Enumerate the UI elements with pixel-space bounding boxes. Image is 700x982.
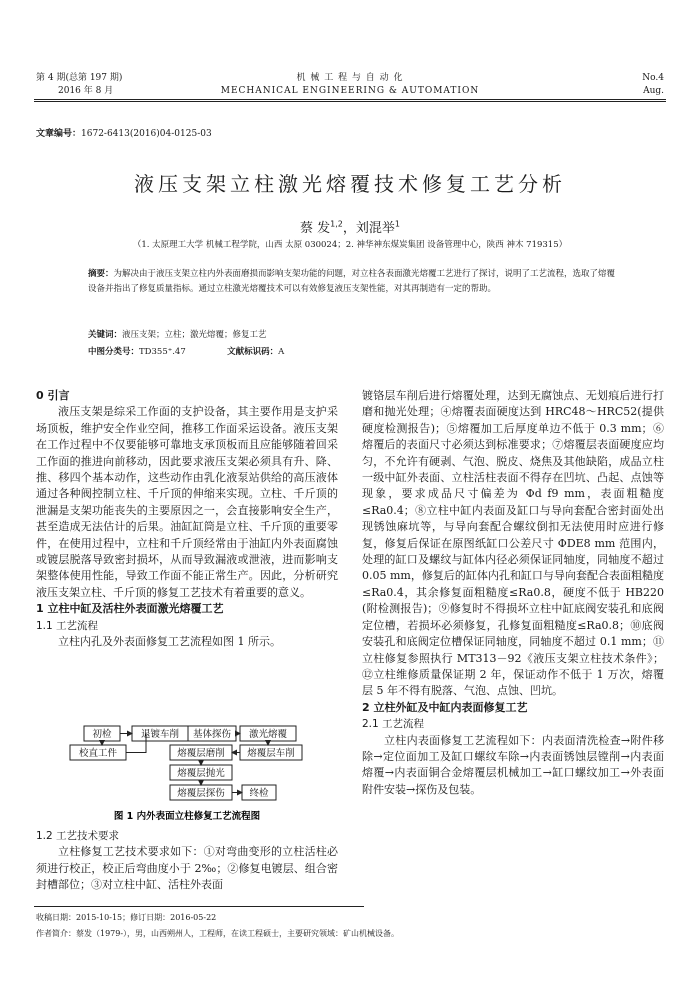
journal-number — [642, 72, 664, 98]
number-en: No.4 — [642, 73, 664, 83]
figure-1-flowchart — [36, 718, 338, 826]
section-2-1-text: 立柱内表面修复工艺流程如下：内表面清洗检查→附件移除→定位面加工及缸口螺纹车除→内表面锈蚀层镗削→内表面熔覆→内表面铜合金熔覆层机械加工→缸口螺纹加工→外表面附件安装→探伤及包装。 — [362, 733, 664, 796]
section-2-1-heading: 2.1 工艺流程 — [362, 718, 425, 731]
flow-label-straighten-workpiece: 校直工件 — [78, 748, 118, 759]
section-1-2-text: 立柱修复工艺技术要求如下：①对弯曲变形的立柱活柱必须进行校正，校正后弯曲度小于 2‰；②修复电镀层、组合密封槽部位；③对立柱中缸、活柱外表面 — [36, 845, 338, 892]
section-1-heading: 1 立柱中缸及活柱外表面激光熔覆工艺 — [36, 602, 224, 616]
author-1: 蔡 发 — [300, 221, 331, 236]
authors: 蔡 发$^{1,2}$，刘混举$^1$ — [300, 219, 400, 236]
header-rule — [34, 99, 666, 100]
right-column — [362, 388, 664, 798]
flow-label-cladding-turning: 熔覆层车削 — [247, 748, 295, 759]
section-1-2-heading: 1.2 工艺技术要求 — [36, 830, 120, 842]
section-1-1-heading: 1.1 工艺流程 — [36, 619, 99, 632]
header-rule-2 — [34, 101, 666, 102]
flow-label-laser-cladding: 激光熔覆 — [248, 729, 288, 740]
footnote-dates: 收稿日期：2015-10-15；修订日期：2016-05-22 — [36, 913, 217, 922]
month-en: Aug. — [643, 86, 664, 96]
journal-name-en: MECHANICAL ENGINEERING & AUTOMATION — [220, 86, 480, 96]
intro-paragraph: 液压支架是综采工作面的支护设备，其主要作用是支护采场顶板，维护安全作业空间，推移工作面采运设备。液压支架在工作过程中不仅要能够可靠地支承顶板而且应能够随着回采工作面的推进向前移动，因此要求液压支架必须具有升、降、推、移四个基本动作，这些动作由乳化液泵站供给的高压液体通过各种阀控制立柱、千斤顶的伸缩来实现。立柱、千斤顶的泄漏是支架功能丧失的主要原因之一，会直接影响安全生产，甚至造成无法估计的后果。油缸缸筒是立柱、千斤顶的重要零件，在使用过程中，立柱和千斤顶经常由于油缸内外表面腐蚀或镀层脱落导致密封损坏，从而导致漏液或泄液，进而影响支架整体使用性能，导致工作面不能正常生产。因此，分析研究液压支架立柱、千斤顶的修复工艺技术有着重要的意义。 — [36, 405, 338, 599]
issue-number: 第 4 期(总第 197 期) — [36, 73, 123, 83]
flow-label-cladding-polishing: 熔覆层抛光 — [177, 768, 225, 779]
classification: 中图分类号：TD355⁺.47 文献标识码：A — [88, 347, 285, 357]
footnote-author-bio: 作者简介：蔡发（1979-），男，山西朔州人，工程师，在读工程硕士，主要研究领域：矿山机械设备。 — [36, 929, 400, 938]
left-column-lower — [36, 828, 338, 894]
footnote-rule — [34, 906, 364, 907]
flow-label-strip-turning: 退镀车削 — [140, 729, 180, 740]
journal-name-cn: 机 械 工 程 与 自 动 化 — [296, 73, 404, 83]
journal-issue — [36, 72, 122, 98]
journal-title — [180, 72, 520, 98]
flow-label-cladding-flaw-detection: 熔覆层探伤 — [177, 788, 225, 799]
abstract: 摘要：为解决由于液压支架立柱内外表面磨损而影响支架功能的问题，对立柱各表面激光熔覆工艺进行了探讨，说明了工艺流程，选取了熔覆设备并指出了修复质量指标。通过立柱激光熔覆技术可以有效修复液压支架性能，对其再制造有一定的帮助。 — [88, 269, 616, 294]
paper-title: 液压支架立柱激光熔覆技术修复工艺分析 — [134, 172, 566, 196]
section-1-1-text: 立柱内孔及外表面修复工艺流程如图 1 所示。 — [58, 635, 281, 649]
flow-label-initial-check: 初检 — [92, 729, 112, 740]
affiliation: （1. 太原理工大学 机械工程学院，山西 太原 030024；2. 神华神东煤炭集团 设备管理中心，陕西 神木 719315） — [132, 240, 568, 250]
keywords: 关键词：液压支架；立柱；激光熔覆；修复工艺 — [88, 330, 267, 340]
issue-date: 2016 年 8 月 — [58, 86, 114, 96]
figure-1-caption: 图 1 内外表面立柱修复工艺流程图 — [113, 811, 261, 822]
article-number: 文章编号：1672-6413(2016)04-0125-03 — [36, 129, 212, 139]
section-0-heading: 0 引言 — [36, 389, 70, 402]
section-2-heading: 2 立柱外缸及中缸内表面修复工艺 — [362, 700, 528, 714]
flow-label-substrate-flaw-detection: 基体探伤 — [192, 729, 232, 740]
requirements-continued: 镀铬层车削后进行熔覆处理，达到无腐蚀点、无划痕后进行打磨和抛光处理；④熔覆表面硬度达到 HRC48～HRC52(提供硬度检测报告)；⑤熔覆加工后厚度单边不低于 0.3 mm；⑥熔覆后的表面尺寸必须达到标准要求；⑦熔覆层表面硬度应均匀，不允许有硬剥、气泡、脱皮、烧焦及其他缺陷，成品立柱一级中缸外表面、立柱活柱表面不得存在凹坑、凸起、点蚀等现象，要求成品尺寸偏差为 Φd f9 mm，表面粗糙度≤Ra0.4；⑧立柱中缸内表面及缸口与导向套配合密封面处出现锈蚀麻坑等，与导向套配合螺纹倒扣无法使用时应进行修复，修复后保证在原图纸缸口公差尺寸 ΦDE8 mm 范围内，处理的缸口及螺纹与缸体内径必须保证同轴度，同轴度不超过 0.05 mm，修复后的缸体内孔和缸口与导向套配合表面粗糙度≤Ra0.4，其余修复面粗糙度≤Ra0.8，硬度不低于 HB220 (附检测报告)；⑨修复时不得损坏立柱中缸底阀安装孔和底阀定位槽，若损坏必须修复，孔修复面粗糙度≤Ra0.8；⑩底阀安装孔和底阀定位槽保证同轴度，同轴度不超过 0.1 mm；⑪立柱修复参照执行 MT313－92《液压支架立柱技术条件》；⑫立柱维修质量保证期 2 年，保证动作不低于 1 万次，熔覆层 5 年不得有脱落、气泡、点蚀、凹坑。 — [362, 389, 664, 698]
flow-label-cladding-grinding: 熔覆层磨削 — [177, 748, 225, 759]
flow-label-final-check: 终检 — [249, 788, 269, 799]
author-2: 刘混举 — [355, 221, 395, 236]
left-column — [36, 388, 338, 651]
